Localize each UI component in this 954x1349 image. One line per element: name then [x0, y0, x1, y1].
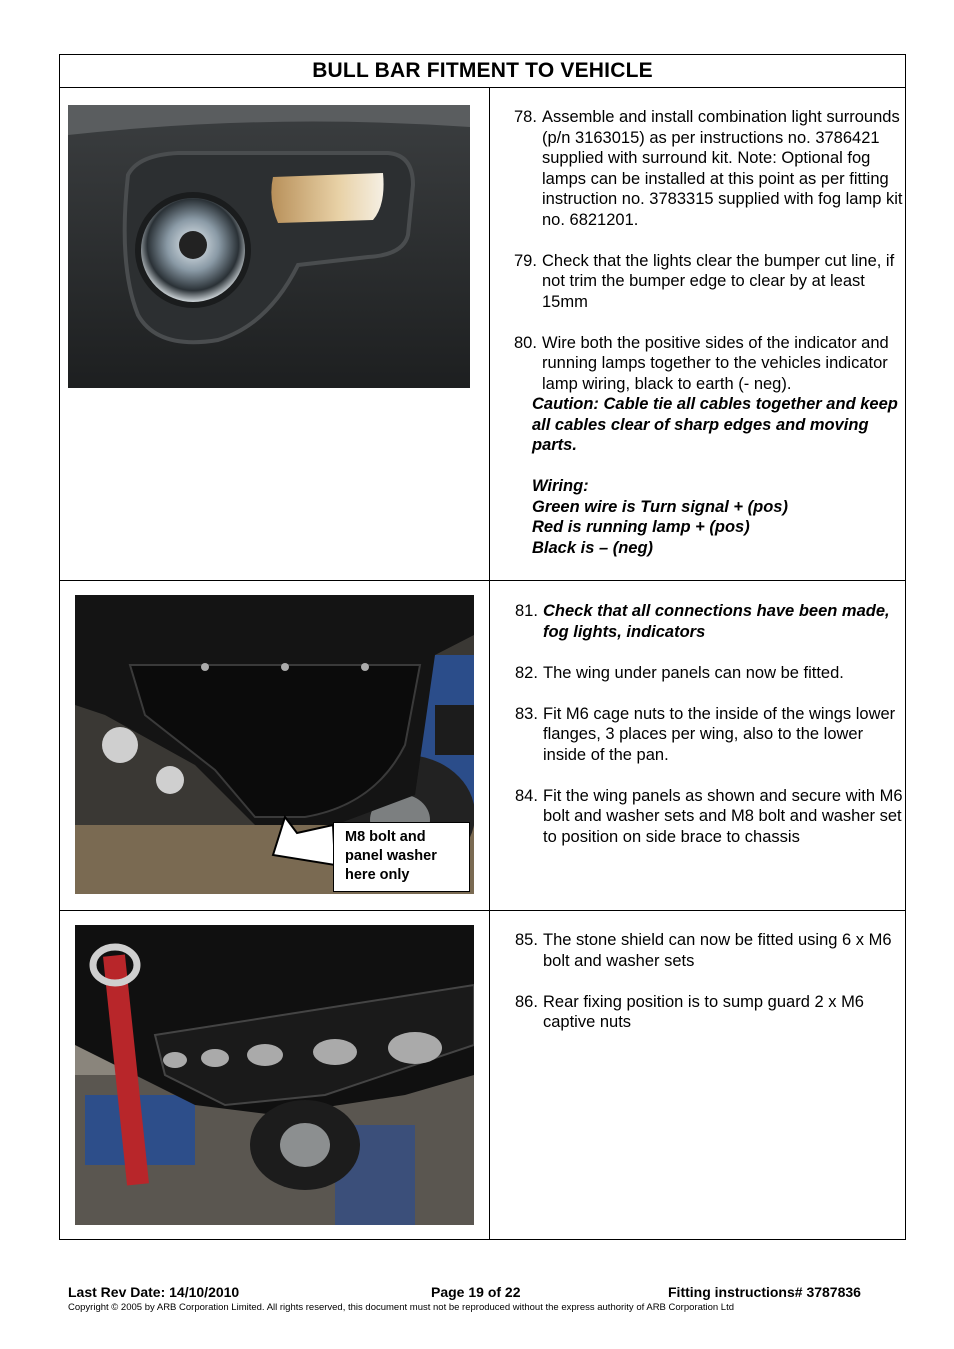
wiring-title: Wiring:	[532, 477, 589, 495]
caution-note: Caution: Cable tie all cables together and keep all cables clear of sharp edges and moving parts.	[532, 395, 898, 454]
step-number: 78.	[514, 108, 537, 126]
step-item	[514, 333, 904, 395]
wiring-line: Black is – (neg)	[532, 538, 654, 557]
steps-section-1	[514, 107, 904, 558]
callout-line: M8 bolt and	[345, 829, 426, 845]
step-item	[515, 663, 903, 684]
step-number: 83.	[515, 704, 538, 723]
step-item	[515, 930, 903, 971]
step-number: 86.	[515, 992, 538, 1011]
step-text: Check that the lights clear the bumper cut line, if not trim the bumper edge to clear by at least 15mm	[542, 251, 895, 311]
page-footer	[68, 1284, 898, 1313]
step-text: Assemble and install combination light surrounds (p/n 3163015) as per instructions no. 3786421 supplied with surround kit. Note: Optional fog lamps can be installed at this point as per fitting instruction no. 3783315 supplied with fog lamp kit no. 6821201.	[542, 108, 903, 229]
step-text: Wire both the positive sides of the indicator and running lamps together to the vehicles indicator lamp wiring, black to earth (- neg).	[542, 333, 889, 393]
fitting-instruction-number: Fitting instructions# 3787836	[668, 1284, 861, 1300]
callout-line: here only	[345, 867, 410, 883]
stone-shield-photo	[75, 925, 474, 1225]
steps-section-3	[515, 930, 903, 1053]
step-item	[515, 786, 903, 848]
page-title: BULL BAR FITMENT TO VEHICLE	[60, 55, 905, 88]
revision-date: Last Rev Date: 14/10/2010	[68, 1284, 240, 1300]
wiring-block	[514, 476, 904, 558]
page-number: Page 19 of 22	[431, 1284, 521, 1300]
step-item	[514, 107, 904, 230]
steps-section-2	[515, 601, 903, 868]
step-item	[515, 992, 903, 1033]
step-text: The stone shield can now be fitted using 6 x M6 bolt and washer sets	[543, 931, 892, 970]
row-divider	[60, 580, 905, 581]
step-text: Check that all connections have been made, fog lights, indicators	[543, 602, 890, 641]
row-divider	[60, 910, 905, 911]
step-number: 79.	[514, 251, 537, 270]
column-divider	[489, 88, 490, 1240]
step-number: 80.	[514, 333, 537, 352]
callout-line: panel washer	[345, 848, 437, 864]
step-item	[514, 251, 904, 313]
step-text: Fit M6 cage nuts to the inside of the wings lower flanges, 3 places per wing, also to the lower inside of the pan.	[543, 704, 896, 764]
step-number: 84.	[515, 786, 538, 805]
step-text: The wing under panels can now be fitted.	[543, 663, 844, 682]
wiring-line: Green wire is Turn signal + (pos)	[532, 497, 788, 516]
step-text: Fit the wing panels as shown and secure with M6 bolt and washer sets and M8 bolt and washer set to position on side brace to chassis	[543, 786, 903, 846]
fog-lamp-photo	[68, 105, 470, 388]
copyright-notice: Copyright © 2005 by ARB Corporation Limited. All rights reserved, this document must not be reproduced without the express authority of ARB Corporation Ltd	[68, 1302, 735, 1313]
step-number: 81.	[515, 602, 538, 620]
wiring-line: Red is running lamp + (pos)	[532, 518, 750, 536]
step-item	[515, 704, 903, 766]
callout-label	[333, 822, 470, 892]
step-text: Rear fixing position is to sump guard 2 x M6 captive nuts	[543, 992, 864, 1031]
step-number: 85.	[515, 931, 538, 949]
step-item	[515, 601, 903, 642]
step-number: 82.	[515, 663, 538, 682]
